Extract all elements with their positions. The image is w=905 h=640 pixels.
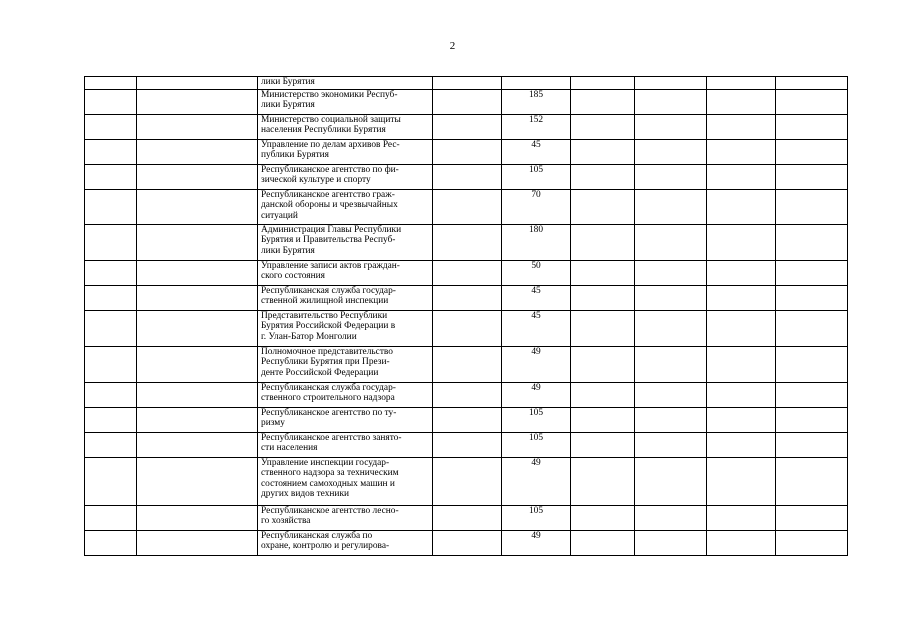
empty-cell bbox=[635, 190, 707, 225]
agency-name-cell: Управление записи актов граждан- ского состояния bbox=[258, 261, 433, 286]
agency-name-cell: Республиканское агентство лесно- го хозяйства bbox=[258, 506, 433, 531]
empty-cell bbox=[707, 506, 776, 531]
table-row bbox=[85, 165, 848, 190]
empty-cell bbox=[85, 408, 137, 433]
empty-cell bbox=[433, 140, 502, 165]
empty-cell bbox=[85, 531, 137, 556]
empty-cell bbox=[433, 311, 502, 347]
empty-cell bbox=[707, 261, 776, 286]
empty-cell bbox=[433, 261, 502, 286]
empty-cell bbox=[85, 458, 137, 506]
empty-cell bbox=[433, 531, 502, 556]
table-row bbox=[85, 190, 848, 225]
empty-cell bbox=[571, 115, 635, 140]
empty-cell bbox=[433, 506, 502, 531]
empty-cell bbox=[85, 261, 137, 286]
empty-cell bbox=[137, 261, 258, 286]
empty-cell bbox=[776, 458, 848, 506]
empty-cell bbox=[137, 311, 258, 347]
empty-cell bbox=[776, 408, 848, 433]
empty-cell bbox=[635, 458, 707, 506]
empty-cell bbox=[137, 531, 258, 556]
empty-cell bbox=[707, 115, 776, 140]
table-body bbox=[85, 77, 848, 556]
empty-cell bbox=[776, 165, 848, 190]
empty-cell bbox=[571, 286, 635, 311]
empty-cell bbox=[571, 347, 635, 383]
empty-cell bbox=[433, 383, 502, 408]
table-row bbox=[85, 506, 848, 531]
agency-name-cell: лики Бурятия bbox=[258, 77, 433, 90]
empty-cell bbox=[707, 90, 776, 115]
empty-cell bbox=[776, 286, 848, 311]
value-cell: 70 bbox=[502, 190, 571, 225]
table-row bbox=[85, 531, 848, 556]
table-row bbox=[85, 77, 848, 90]
empty-cell bbox=[707, 286, 776, 311]
empty-cell bbox=[707, 165, 776, 190]
agency-name-cell: Управление по делам архивов Рес- публики Бурятия bbox=[258, 140, 433, 165]
empty-cell bbox=[707, 531, 776, 556]
value-cell: 50 bbox=[502, 261, 571, 286]
empty-cell bbox=[635, 383, 707, 408]
empty-cell bbox=[85, 190, 137, 225]
table-row bbox=[85, 347, 848, 383]
empty-cell bbox=[776, 311, 848, 347]
table-row bbox=[85, 225, 848, 261]
empty-cell bbox=[635, 506, 707, 531]
empty-cell bbox=[433, 347, 502, 383]
empty-cell bbox=[571, 77, 635, 90]
empty-cell bbox=[635, 225, 707, 261]
table-row bbox=[85, 383, 848, 408]
value-cell: 45 bbox=[502, 140, 571, 165]
empty-cell bbox=[635, 286, 707, 311]
value-cell: 180 bbox=[502, 225, 571, 261]
value-cell bbox=[502, 77, 571, 90]
empty-cell bbox=[776, 347, 848, 383]
empty-cell bbox=[85, 383, 137, 408]
value-cell: 152 bbox=[502, 115, 571, 140]
empty-cell bbox=[776, 90, 848, 115]
empty-cell bbox=[85, 286, 137, 311]
empty-cell bbox=[571, 408, 635, 433]
empty-cell bbox=[571, 165, 635, 190]
table-row bbox=[85, 311, 848, 347]
agency-name-cell: Республиканская служба государ- ственного строительного надзора bbox=[258, 383, 433, 408]
empty-cell bbox=[707, 225, 776, 261]
empty-cell bbox=[137, 506, 258, 531]
empty-cell bbox=[707, 190, 776, 225]
agency-name-cell: Республиканское агентство занято- сти населения bbox=[258, 433, 433, 458]
empty-cell bbox=[85, 77, 137, 90]
value-cell: 185 bbox=[502, 90, 571, 115]
empty-cell bbox=[137, 190, 258, 225]
empty-cell bbox=[433, 458, 502, 506]
page-number: 2 bbox=[449, 40, 456, 52]
empty-cell bbox=[433, 433, 502, 458]
empty-cell bbox=[433, 286, 502, 311]
empty-cell bbox=[137, 347, 258, 383]
empty-cell bbox=[635, 90, 707, 115]
empty-cell bbox=[707, 140, 776, 165]
table-row bbox=[85, 90, 848, 115]
empty-cell bbox=[776, 531, 848, 556]
empty-cell bbox=[776, 115, 848, 140]
empty-cell bbox=[137, 383, 258, 408]
empty-cell bbox=[433, 77, 502, 90]
agency-name-cell: Республиканское агентство по фи- зической культуре и спорту bbox=[258, 165, 433, 190]
empty-cell bbox=[776, 77, 848, 90]
agency-name-cell: Министерство социальной защиты населения Республики Бурятия bbox=[258, 115, 433, 140]
empty-cell bbox=[635, 140, 707, 165]
agency-name-cell: Республиканское агентство граж- данской обороны и чрезвычайных ситуаций bbox=[258, 190, 433, 225]
table-row bbox=[85, 261, 848, 286]
empty-cell bbox=[776, 190, 848, 225]
budget-table bbox=[84, 76, 848, 556]
agency-name-cell: Республиканская служба по охране, контролю и регулирова- bbox=[258, 531, 433, 556]
empty-cell bbox=[635, 261, 707, 286]
agency-name-cell: Республиканская служба государ- ственной жилищной инспекции bbox=[258, 286, 433, 311]
empty-cell bbox=[635, 77, 707, 90]
value-cell: 45 bbox=[502, 311, 571, 347]
empty-cell bbox=[776, 225, 848, 261]
empty-cell bbox=[137, 165, 258, 190]
table-row bbox=[85, 458, 848, 506]
empty-cell bbox=[635, 347, 707, 383]
table-row bbox=[85, 408, 848, 433]
value-cell: 45 bbox=[502, 286, 571, 311]
empty-cell bbox=[137, 115, 258, 140]
empty-cell bbox=[137, 433, 258, 458]
table-row bbox=[85, 140, 848, 165]
value-cell: 49 bbox=[502, 531, 571, 556]
value-cell: 49 bbox=[502, 458, 571, 506]
agency-name-cell: Администрация Главы Республики Бурятия и Правительства Респуб- лики Бурятия bbox=[258, 225, 433, 261]
agency-name-cell: Министерство экономики Респуб- лики Бурятия bbox=[258, 90, 433, 115]
empty-cell bbox=[571, 225, 635, 261]
empty-cell bbox=[137, 286, 258, 311]
empty-cell bbox=[571, 383, 635, 408]
table-row bbox=[85, 115, 848, 140]
empty-cell bbox=[571, 190, 635, 225]
empty-cell bbox=[571, 531, 635, 556]
agency-name-cell: Управление инспекции государ- ственного надзора за техническим состоянием самоходных машин и других видов техники bbox=[258, 458, 433, 506]
empty-cell bbox=[571, 458, 635, 506]
value-cell: 105 bbox=[502, 165, 571, 190]
value-cell: 105 bbox=[502, 433, 571, 458]
empty-cell bbox=[433, 190, 502, 225]
empty-cell bbox=[635, 165, 707, 190]
empty-cell bbox=[571, 433, 635, 458]
empty-cell bbox=[707, 383, 776, 408]
empty-cell bbox=[433, 90, 502, 115]
agency-name-cell: Представительство Республики Бурятия Российской Федерации в г. Улан-Батор Монголии bbox=[258, 311, 433, 347]
agency-name-cell: Полномочное представительство Республики Бурятия при Прези- денте Российской Федерации bbox=[258, 347, 433, 383]
empty-cell bbox=[85, 506, 137, 531]
empty-cell bbox=[635, 311, 707, 347]
empty-cell bbox=[571, 140, 635, 165]
empty-cell bbox=[433, 115, 502, 140]
empty-cell bbox=[635, 433, 707, 458]
empty-cell bbox=[571, 506, 635, 531]
agency-name-cell: Республиканское агентство по ту- ризму bbox=[258, 408, 433, 433]
empty-cell bbox=[635, 408, 707, 433]
empty-cell bbox=[137, 77, 258, 90]
value-cell: 105 bbox=[502, 408, 571, 433]
empty-cell bbox=[707, 311, 776, 347]
empty-cell bbox=[707, 408, 776, 433]
table-row bbox=[85, 433, 848, 458]
empty-cell bbox=[137, 140, 258, 165]
empty-cell bbox=[635, 531, 707, 556]
table-row bbox=[85, 286, 848, 311]
empty-cell bbox=[85, 347, 137, 383]
empty-cell bbox=[571, 261, 635, 286]
empty-cell bbox=[707, 77, 776, 90]
empty-cell bbox=[776, 140, 848, 165]
empty-cell bbox=[635, 115, 707, 140]
empty-cell bbox=[571, 311, 635, 347]
empty-cell bbox=[85, 90, 137, 115]
empty-cell bbox=[137, 408, 258, 433]
empty-cell bbox=[137, 458, 258, 506]
empty-cell bbox=[707, 347, 776, 383]
empty-cell bbox=[776, 506, 848, 531]
empty-cell bbox=[433, 165, 502, 190]
value-cell: 49 bbox=[502, 383, 571, 408]
empty-cell bbox=[137, 90, 258, 115]
empty-cell bbox=[137, 225, 258, 261]
empty-cell bbox=[85, 115, 137, 140]
empty-cell bbox=[85, 140, 137, 165]
empty-cell bbox=[85, 225, 137, 261]
empty-cell bbox=[707, 433, 776, 458]
empty-cell bbox=[85, 165, 137, 190]
value-cell: 49 bbox=[502, 347, 571, 383]
empty-cell bbox=[85, 311, 137, 347]
empty-cell bbox=[433, 225, 502, 261]
empty-cell bbox=[776, 261, 848, 286]
empty-cell bbox=[707, 458, 776, 506]
empty-cell bbox=[433, 408, 502, 433]
empty-cell bbox=[85, 433, 137, 458]
empty-cell bbox=[571, 90, 635, 115]
value-cell: 105 bbox=[502, 506, 571, 531]
empty-cell bbox=[776, 433, 848, 458]
empty-cell bbox=[776, 383, 848, 408]
